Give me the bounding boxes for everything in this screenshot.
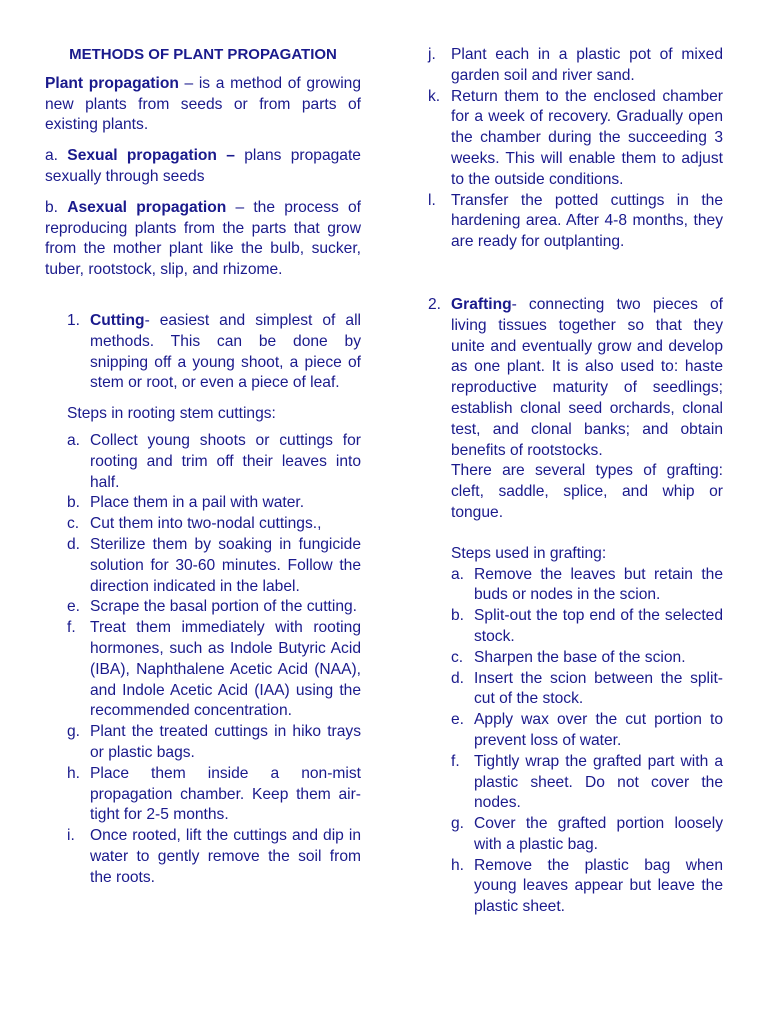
grafting-steps-title-row [428,544,723,565]
step-marker: e. [451,711,465,729]
intro-paragraph [45,74,361,136]
grafting-step [451,606,723,648]
step-text: Tightly wrap the grafted part with a plastic sheet. Do not cover the nodes. [474,752,723,812]
step-text: Place them inside a non-mist propagation chamber. Keep them air-tight for 2-5 months. [90,764,361,824]
cutting-item [67,311,361,394]
right-column [428,45,723,918]
step-marker: c. [451,648,464,666]
cutting-steps-list [67,431,361,889]
step-marker: l. [428,191,436,209]
step-text: Scrape the basal portion of the cutting. [90,598,357,616]
step-text: Sharpen the base of the scion. [474,648,686,666]
cutting-step [67,514,361,535]
grafting-types-item [428,461,723,523]
cutting-step [67,431,361,493]
cutting-step [67,722,361,764]
step-text: Split-out the top end of the selected stock. [474,607,723,645]
intro-term: Plant propagation [45,74,179,92]
cutting-step [428,45,723,87]
cutting-term: Cutting [90,311,145,329]
step-text: Sterilize them by soaking in fungicide solution for 30-60 minutes. Follow the direction indicated in the label. [90,535,361,595]
step-text: Place them in a pail with water. [90,494,305,512]
grafting-steps-title: Steps used in grafting: [451,544,607,562]
step-marker: b. [67,494,81,512]
step-marker: a. [451,565,465,583]
step-marker: e. [67,598,81,616]
sexual-prefix: a. [45,147,68,165]
asexual-prefix: b. [45,198,68,216]
grafting-step [451,669,723,711]
step-marker: d. [67,535,81,553]
step-text: Return them to the enclosed chamber for a week of recovery. Gradually open the chamber during the succeeding 3 weeks. This will enable them to adjust to the outside conditions. [451,87,723,188]
asexual-term: Asexual propagation [67,198,227,216]
grafting-marker: 2. [428,295,442,313]
step-marker: c. [67,515,80,533]
cutting-steps-continued-list [428,45,723,253]
step-text: Remove the plastic bag when young leaves appear but leave the plastic sheet. [474,856,723,916]
step-marker: h. [67,764,81,782]
step-text: Treat them immediately with rooting hormones, such as Indole Butyric Acid (IBA), Naphthalene Acetic Acid (NAA), and Indole Acetic Acid (IAA) using the recommended concentration. [90,619,361,720]
step-marker: g. [67,723,81,741]
step-marker: b. [451,607,465,625]
step-marker: f. [451,752,460,770]
cutting-body [90,311,361,394]
grafting-step [451,565,723,607]
grafting-text: - connecting two pieces of living tissues together so that they unite and eventually grow and develop as one plant. It is also used to: haste reproductive maturity of seedlings; establish clonal seed orchards, clonal test, and clonal banks; and obtain benefits of rootstocks. [451,295,723,459]
grafting-step [451,856,723,918]
grafting-body [451,295,723,461]
grafting-term: Grafting [451,295,512,313]
step-text: Once rooted, lift the cuttings and dip in water to gently remove the soil from the roots. [90,827,361,886]
grafting-step [451,752,723,814]
grafting-types-text: There are several types of grafting: cleft, saddle, splice, and whip or tongue. [451,462,723,521]
cutting-step [67,764,361,826]
grafting-step [451,710,723,752]
grafting-step [451,814,723,856]
sexual-paragraph [45,146,361,188]
step-text: Cover the grafted portion loosely with a plastic bag. [474,815,723,853]
step-marker: h. [451,856,465,874]
grafting-item [428,295,723,461]
grafting-step [451,648,723,669]
step-marker: a. [67,431,81,449]
step-marker: j. [428,46,436,63]
step-marker: d. [451,669,465,687]
grafting-steps-list [451,565,723,919]
cutting-step [67,618,361,722]
cutting-step [67,826,361,888]
grafting-section [428,295,723,918]
step-text: Plant each in a plastic pot of mixed garden soil and river sand. [451,46,723,84]
sexual-text: plans propagate sexually through seeds [45,147,361,185]
cutting-marker: 1. [67,311,81,329]
step-marker: i. [67,827,75,845]
cutting-step [67,535,361,597]
sexual-term: Sexual propagation – [67,147,235,165]
asexual-paragraph [45,198,361,281]
cutting-steps-title: Steps in rooting stem cuttings: [67,405,276,423]
step-text: Remove the leaves but retain the buds or nodes in the scion. [474,565,723,604]
step-marker: k. [428,87,441,105]
cutting-step [67,493,361,514]
cutting-text: - easiest and simplest of all methods. This can be done by snipping off a young shoot, a piece of stem or root, or even a piece of leaf. [90,311,361,392]
page-title: METHODS OF PLANT PROPAGATION [69,46,337,63]
step-text: Collect young shoots or cuttings for rooting and trim off their leaves into half. [90,431,361,491]
cutting-section [45,311,361,889]
cutting-step [428,87,723,191]
step-text: Insert the scion between the split-cut of the stock. [474,669,723,708]
cutting-step [67,597,361,618]
step-marker: g. [451,815,465,833]
intro-text: – is a method of growing new plants from seeds or from parts of existing plants. [45,74,362,134]
asexual-text: – the process of reproducing plants from the parts that grow from the mother plant like the bulb, sucker, tuber, rootstock, slip, and rhizome. [45,198,361,279]
step-text: Plant the treated cuttings in hiko trays or plastic bags. [90,723,361,761]
cutting-step [428,191,723,253]
step-text: Transfer the potted cuttings in the hardening area. After 4-8 months, they are ready for outplanting. [451,191,723,251]
step-text: Cut them into two-nodal cuttings., [90,515,322,533]
step-marker: f. [67,619,76,637]
step-text: Apply wax over the cut portion to prevent loss of water. [474,711,723,749]
left-column [45,45,361,888]
